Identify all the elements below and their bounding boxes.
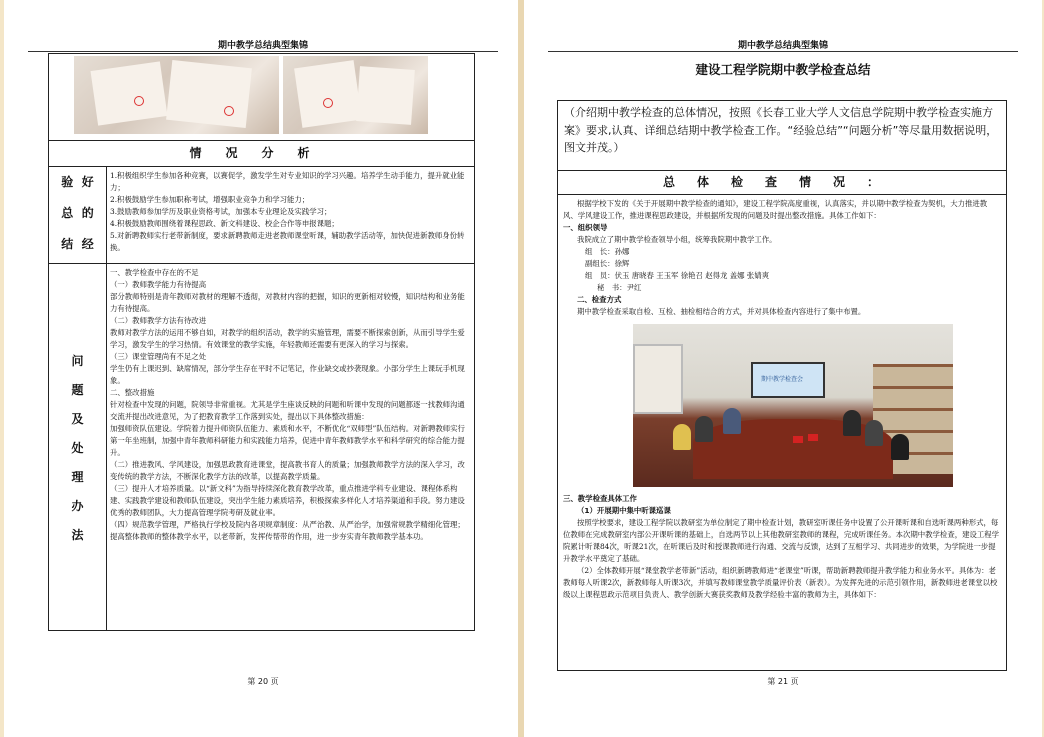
problem-line: 教师对教学方法的运用不够自如，对教学的组织活动，教学的实施管理，需要不断探索创新，从而引导学生爱学习，激发学生的学习热情。有效课堂的教学实施，年轻教师还需要有更深入的学习与探索。: [110, 328, 465, 349]
person: [865, 420, 883, 446]
meeting-photo: [633, 324, 953, 487]
problems-row: [48, 264, 475, 631]
label-char: 办: [71, 498, 84, 513]
person: [695, 416, 713, 442]
person: [673, 424, 691, 450]
problems-label: [49, 264, 107, 630]
experience-row: [48, 167, 475, 264]
problem-line: （二）教师教学方法有待改进: [110, 316, 207, 325]
problem-line: （四）规范教学管理，严格执行学校及院内各项规章制度：从严治教、从严治学，加强常规教学精细化管理；提高整体教师的整体教学水平，以老带新，发挥传帮带的作用，进一步夯实青年教师教学基本功。: [110, 520, 465, 541]
paragraph: 按照学校要求，建设工程学院以教研室为单位制定了期中检查计划，教研室听课任务中设置了公开课听课和自选听课两种形式，每位教师在完成教研室内部公开课听课的基础上，自选两节以上其他教研室教师的课程，完成听课任务。本次期中教学检查，建设工程学院累计听课84次，听课21次，在听课后及时和授课教师进行沟通、交流与反馈，达到了互相学习、共同进步的效果，为学院进一步提升教学水平奠定了基础。: [563, 518, 1000, 563]
experience-item: 2.积极鼓励学生参加职称考试，增强职业竞争力和学习能力；: [110, 195, 310, 204]
page-header: 期中教学总结典型集锦: [217, 41, 308, 51]
label-char: 法: [71, 527, 84, 542]
section-heading: 三、教学检查具体工作: [563, 494, 637, 503]
label-char: 处: [71, 440, 84, 455]
intro-box: （介绍期中教学检查的总体情况，按照《长春工业大学人文信息学院期中教学检查实施方案》要求,认真、详细总结期中教学检查工作。“经验总结”“问题分析”等尽量用数据说明，图文并茂。）: [557, 100, 1007, 171]
header-divider: [548, 51, 1018, 52]
paragraph: 期中教学检查采取自检、互检、抽检相结合的方式，并对具体检查内容进行了集中布置。: [577, 307, 866, 316]
problem-line: （二）推进教风、学风建设，加强思政教育进课堂，提高教书育人的质量；加强教师教学方法的深入学习，改变传统的教学方法，不断深化教学方法的改革，以提高教学质量。: [110, 460, 465, 481]
problem-line: 针对检查中发现的问题，院领导非常重视。尤其是学生座谈反映的问题和听课中发现的问题都逐一找教师沟通交流并提出改进意见，为了把教育教学工作落到实处，提出以下具体整改措施：: [110, 400, 465, 421]
experience-label: [49, 167, 107, 263]
photo-row: [48, 53, 475, 141]
problem-line: 二、整改措施: [110, 388, 155, 397]
page-header: 期中教学总结典型集锦: [737, 41, 828, 51]
page-number: 第 21 页: [767, 677, 799, 686]
header-divider: [28, 51, 498, 52]
label-char: 理: [71, 469, 84, 484]
person: [723, 408, 741, 434]
paragraph: 我院成立了期中教学检查领导小组，统筹我院期中教学工作。: [577, 235, 777, 244]
problem-line: 学生仍有上课迟到、缺席情况，部分学生存在平时不记笔记，作业缺交或抄袭现象。小部分学生上课玩手机现象。: [110, 364, 465, 385]
summary-body: [557, 195, 1007, 671]
paragraph: （2）全体教师开展“课堂教学老带新”活动，组织新聘教师进“老课堂”听课，帮助新聘教师提升教学能力和业务水平。具体为：老教师每人听课2次，新教师每人听课3次，并填写教师课堂教学质量评价表（新表）。为发挥先进的示范引领作用，新教师进老课堂以校级以上课程思政示范项目负责人、教学创新大赛获奖教师及教学经验丰富的教师为主，具体如下：: [563, 566, 998, 599]
experience-content: [107, 167, 474, 263]
vice-leader-line: 副组长：徐辉: [585, 259, 630, 268]
label-char: 的: [81, 206, 94, 220]
documents-photo: [283, 56, 428, 134]
right-page: [524, 0, 1042, 737]
problem-line: （三）课堂管理尚有不足之处: [110, 352, 207, 361]
label-char: 问: [71, 353, 84, 368]
situation-heading: 情况分析: [48, 141, 475, 167]
problem-line: 部分教师特别是青年教师对教材的理解不透彻，对教材内容的把握，知识的更新相对较慢，知识结构和业务能力有待提高。: [110, 292, 465, 313]
overall-heading: 总体检查情况：: [557, 171, 1007, 195]
label-char: 题: [71, 382, 84, 397]
label-char: 结: [61, 237, 74, 251]
leader-line: 组 长：孙娜: [585, 247, 630, 256]
projector-screen: [751, 362, 825, 398]
label-char: 验: [61, 175, 74, 189]
flag: [808, 434, 818, 441]
experience-item: 4.积极鼓励教师围绕着课程思政、新文科建设、校企合作等申报课题；: [110, 219, 339, 228]
problem-line: （一）教师教学能力有待提高: [110, 280, 207, 289]
label-char: 好: [81, 175, 94, 189]
screen-text: 期中教学检查会: [761, 376, 804, 383]
secretary-line: 秘 书：尹红: [597, 283, 642, 292]
documents-photo: [74, 56, 279, 134]
page-number: 第 20 页: [247, 677, 279, 686]
problems-content: [107, 264, 474, 630]
experience-item: 5.对新聘教师实行老带新制度，要求新聘教师走进老教师课堂听课，辅助教学活动等，加快促进新教师身份转换。: [110, 231, 465, 252]
flag: [793, 436, 803, 443]
members-line: 组 员：伏玉 唐晓春 王玉军 徐艳召 赵得龙 盖娜 张婧爽: [585, 271, 770, 280]
left-page: [4, 0, 522, 737]
subsection-heading: （1）开展期中集中听课巡课: [577, 506, 671, 515]
section-heading: 一、组织领导: [563, 223, 608, 232]
section-heading: 二、检查方式: [577, 295, 622, 304]
label-char: 及: [71, 411, 84, 426]
person: [843, 410, 861, 436]
paragraph: 根据学校下发的《关于开展期中教学检查的通知》，建设工程学院高度重视，认真落实，并以期中教学检查为契机，大力推进教风、学风建设工作，推进课程思政建设，并根据所发现的问题及时提出整改措施。具体工作如下：: [563, 199, 988, 220]
experience-item: 3.鼓励教师参加学历及职业资格考试，加强本专业理论及实践学习；: [110, 207, 332, 216]
problem-line: 一、教学检查中存在的不足: [110, 268, 199, 277]
page-title: 建设工程学院期中教学检查总结: [695, 62, 871, 77]
label-char: 总: [61, 206, 74, 220]
label-char: 经: [81, 237, 94, 251]
experience-item: 1.积极组织学生参加各种竞赛，以赛促学，激发学生对专业知识的学习兴趣。培养学生动手能力，提升就业能力；: [110, 171, 465, 192]
problem-line: （三）提升人才培养质量。以“新文科”为指导持续深化教育教学改革，重点推进学科专业建设、课程体系构建、实践教学建设和教师队伍建设，突出学生能力素质培养，积极探索多样化人才培养渠道和手段。努力建设优秀的教师团队，大力提高管理学院考研及就业率。: [110, 484, 465, 517]
problem-line: 加强师资队伍建设。学院着力提升师资队伍能力、素质和水平，不断优化“双师型”队伍结构。对新聘教师实行第一年坐班制，加强中青年教师科研能力和实践能力培养，促进中青年教师教学水平和科学研究的综合能力提升。: [110, 424, 465, 457]
window: [633, 344, 683, 414]
person: [891, 434, 909, 460]
